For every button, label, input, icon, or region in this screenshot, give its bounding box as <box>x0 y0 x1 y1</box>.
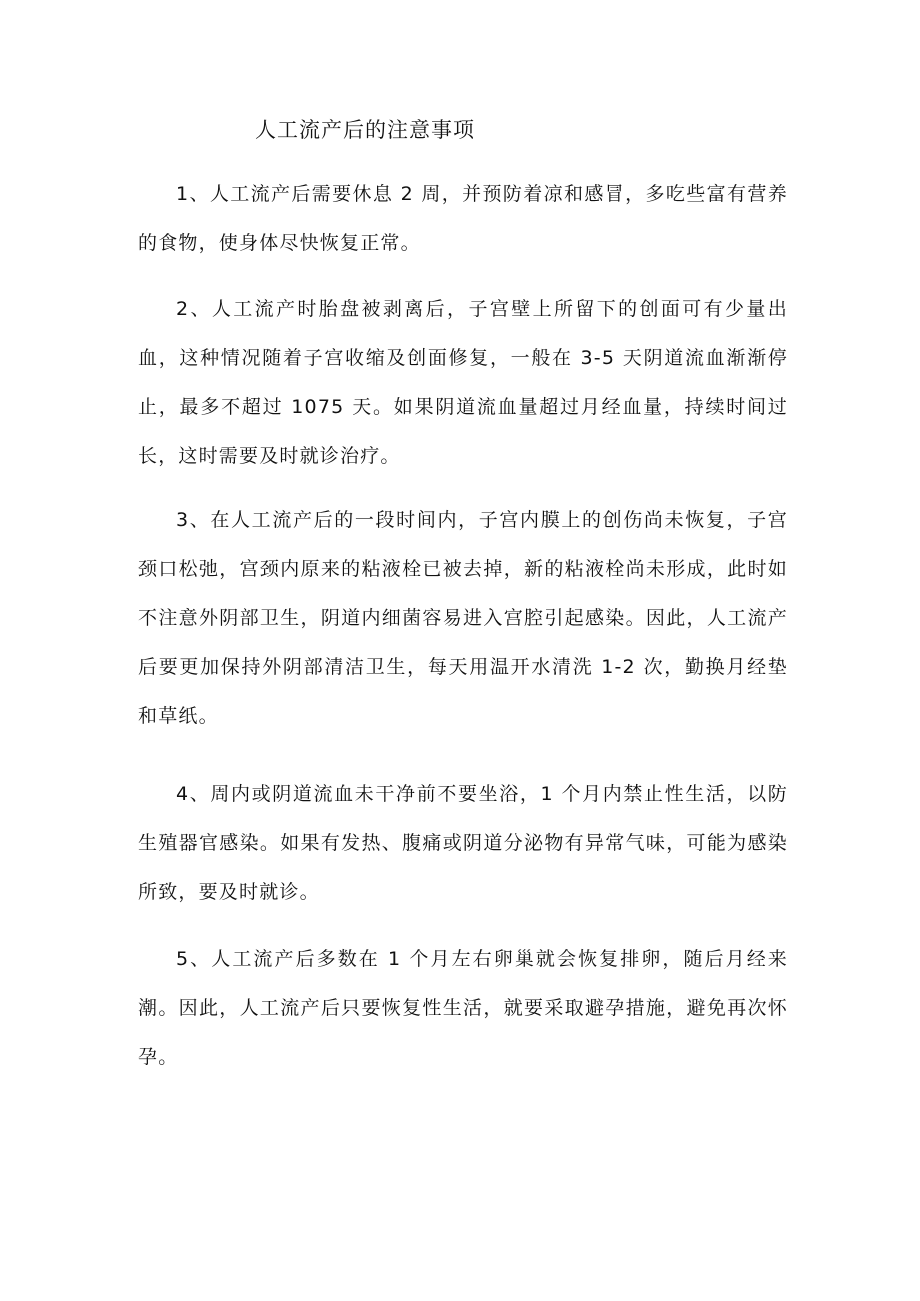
paragraph-3: 3、在人工流产后的一段时间内，子宫内膜上的创伤尚未恢复，子宫颈口松弛，宫颈内原来的粘液栓已被去掉，新的粘液栓尚未形成，此时如不注意外阴部卫生，阴道内细菌容易进入宫腔引起感染。因此，人工流产后要更加保持外阴部清洁卫生，每天用温开水清洗 1-2 次，勤换月经垫和草纸。 <box>138 509 788 727</box>
paragraph-1: 1、人工流产后需要休息 2 周，并预防着凉和感冒，多吃些富有营养的食物，使身体尽快恢复正常。 <box>138 183 788 254</box>
document-title: 人工流产后的注意事项 <box>255 118 475 142</box>
paragraph-2: 2、人工流产时胎盘被剥离后，子宫壁上所留下的创面可有少量出血，这种情况随着子宫收缩及创面修复，一般在 3-5 天阴道流血渐渐停止，最多不超过 1075 天。如果阴道流血量超过月经血量，持续时间过长，这时需要及时就诊治疗。 <box>138 298 788 467</box>
paragraph-5: 5、人工流产后多数在 1 个月左右卵巢就会恢复排卵，随后月经来潮。因此，人工流产后只要恢复性生活，就要采取避孕措施，避免再次怀孕。 <box>138 948 788 1068</box>
paragraph-4: 4、周内或阴道流血未干净前不要坐浴，1 个月内禁止性生活，以防生殖器官感染。如果有发热、腹痛或阴道分泌物有异常气味，可能为感染所致，要及时就诊。 <box>138 783 788 903</box>
